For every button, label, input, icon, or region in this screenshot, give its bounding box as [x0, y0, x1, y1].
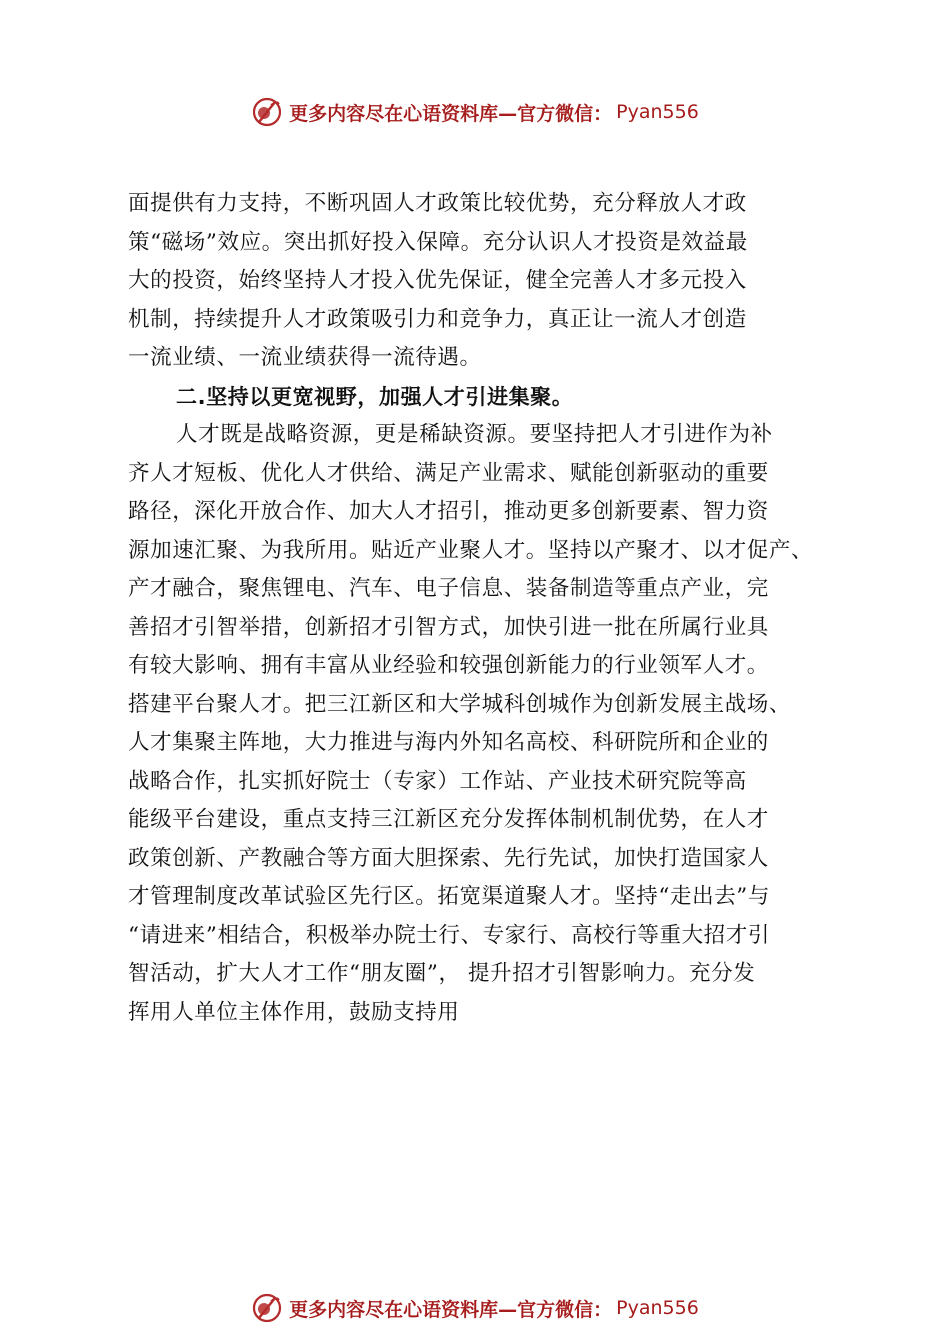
- section-heading: 二.坚持以更宽视野，加强人才引进集聚。: [176, 384, 574, 409]
- brush-logo-icon: [251, 96, 283, 128]
- brush-logo-icon: [251, 1292, 283, 1324]
- body-line: 齐人才短板、优化人才供给、满足产业需求、赋能创新驱动的重要: [128, 460, 769, 486]
- body-line: 产才融合，聚焦锂电、汽车、电子信息、装备制造等重点产业，完: [128, 576, 769, 601]
- body-line: 有较大影响、拥有丰富从业经验和较强创新能力的行业领军人才。: [128, 653, 769, 678]
- footer-banner-text: 更多内容尽在心语资料库—官方微信：: [289, 1298, 613, 1321]
- body-line: 挥用人单位主体作用，鼓励支持用: [128, 999, 460, 1025]
- body-line: 一流业绩、一流业绩获得一流待遇。: [128, 345, 482, 370]
- body-line: 路径，深化开放合作、加大人才招引，推动更多创新要素、智力资: [128, 499, 769, 524]
- body-line: 才管理制度改革试验区先行区。拓宽渠道聚人才。坚持“走出去”与: [128, 884, 770, 909]
- document-body: [128, 185, 858, 1032]
- header-wechat-id: Pyan556: [616, 101, 699, 123]
- body-line: 策“磁场”效应。突出抓好投入保障。充分认识人才投资是效益最: [128, 229, 748, 255]
- body-line: 善招才引智举措，创新招才引智方式，加快引进一批在所属行业具: [128, 614, 769, 640]
- body-line: 大的投资，始终坚持人才投入优先保证，健全完善人才多元投入: [128, 268, 747, 293]
- body-line: 能级平台建设，重点支持三江新区充分发挥体制机制优势，在人才: [128, 807, 769, 832]
- footer-banner: [0, 1288, 950, 1328]
- body-line: “请进来”相结合，积极举办院士行、专家行、高校行等重大招才引: [128, 922, 770, 948]
- body-line: 搭建平台聚人才。把三江新区和大学城科创城作为创新发展主战场、: [128, 691, 792, 717]
- body-line: 面提供有力支持，不断巩固人才政策比较优势，充分释放人才政: [128, 191, 747, 216]
- body-line: 人才既是战略资源，更是稀缺资源。要坚持把人才引进作为补: [176, 422, 773, 447]
- body-line: 人才集聚主阵地，大力推进与海内外知名高校、科研院所和企业的: [128, 730, 769, 755]
- body-line: 源加速汇聚、为我所用。贴近产业聚人才。坚持以产聚才、以才促产、: [128, 537, 814, 563]
- footer-wechat-id: Pyan556: [616, 1297, 699, 1319]
- body-line: 机制，持续提升人才政策吸引力和竞争力，真正让一流人才创造: [128, 306, 747, 332]
- body-line: 政策创新、产教融合等方面大胆探索、先行先试，加快打造国家人: [128, 845, 769, 871]
- header-banner-text: 更多内容尽在心语资料库—官方微信：: [289, 102, 613, 125]
- body-line: 战略合作，扎实抓好院士（专家）工作站、产业技术研究院等高: [128, 768, 747, 794]
- body-line: 智活动，扩大人才工作“朋友圈”， 提升招才引智影响力。充分发: [128, 961, 756, 986]
- header-banner: [0, 92, 950, 132]
